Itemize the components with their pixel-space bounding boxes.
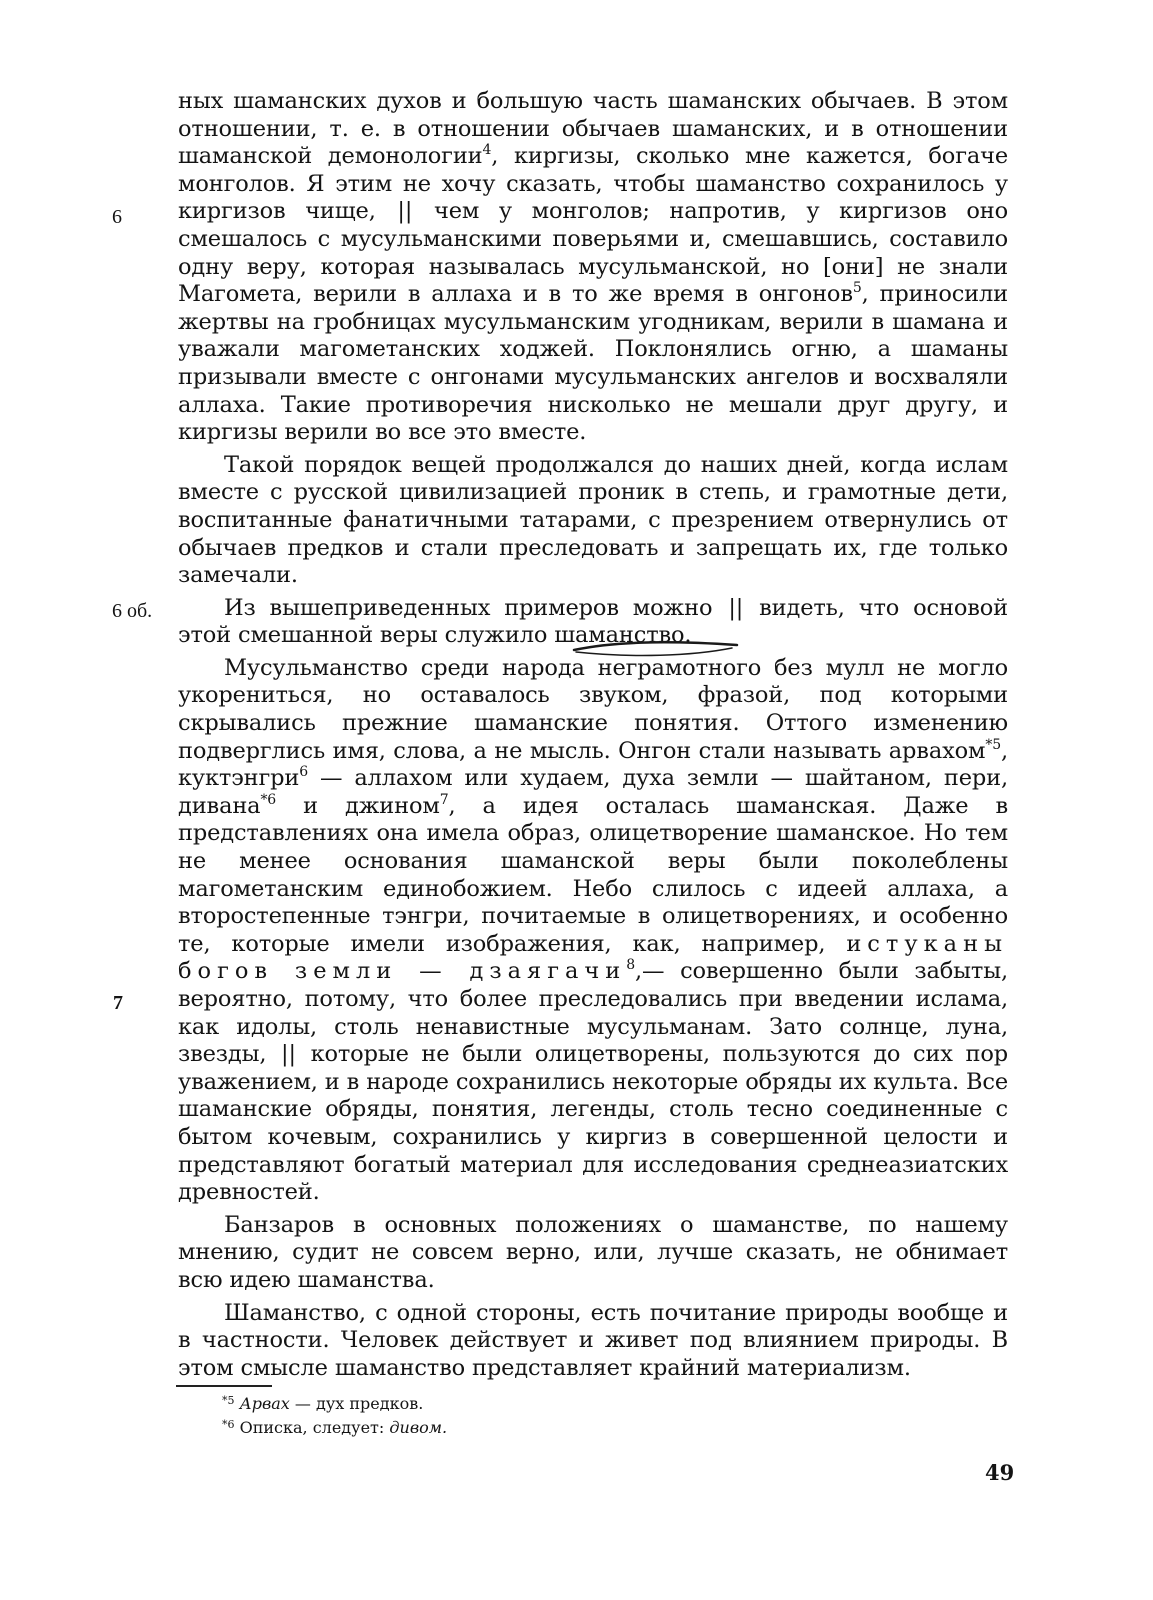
- margin-marker-6-ob: 6 об.: [112, 600, 153, 622]
- footnote-ref: 6: [299, 764, 309, 781]
- paragraph-1: ных шаманских духов и большую часть шаманских обычаев. В этом отношении, т. е. в отношении обычаев шаманских, и в отношении шаманской демонологии$^4$, киргизы, сколько мне кажется, богаче монголов. Я этим не хочу сказать, чтобы шаманство сохранилось у киргизов чище, || чем у монголов; напротив, у киргизов оно смешалось с мусульманскими поверьями и, смешавшись, составило одну веру, которая называлась мусульманской, но [они] не знали Магомета, верили в аллаха и в то же время в онгонов$^5$, приносили жертвы на гробницах мусульманским угодникам, верили в шамана и уважали магометанских ходжей. Поклонялись огню, а шаманы призывали вместе с онгонами мусульманских ангелов и восхваляли аллаха. Такие противоречия нисколько не мешали друг другу, и киргизы верили во все это вместе.: [178, 88, 1009, 446]
- paragraph-5: Банзаров в основных положениях о шаманстве, по нашему мнению, судит не совсем верно, или, лучше сказать, не обнимает всю идею шаманства.: [178, 1211, 1008, 1293]
- main-text-column: [178, 88, 1008, 1382]
- footnote-separator: [176, 1385, 272, 1387]
- footnote-ref: 5: [852, 280, 862, 297]
- page-break-marker: ||: [397, 198, 413, 225]
- spaced-emphasis: истуканы богов земли — дзаягачи: [178, 930, 1008, 985]
- footnote-ref: *5: [985, 736, 1001, 753]
- footnote-ref: 7: [439, 791, 449, 808]
- paragraph-2: Такой порядок вещей продолжался до наших дней, когда ислам вместе с русской цивилизацией проник в степь, и грамотные дети, воспитанные фанатичными татарами, с презрением отвернулись от обычаев предков и стали преследовать и запрещать их, где только замечали.: [178, 451, 1008, 589]
- page-number: 49: [985, 1460, 1015, 1485]
- footnote-1: $^{*5}$ Арвах — дух предков.: [222, 1394, 424, 1413]
- footnote-2: $^{*6}$ Описка, следует: дивом.: [222, 1418, 448, 1437]
- footnotes: [222, 1390, 447, 1438]
- page-break-marker: ||: [281, 1041, 296, 1068]
- paragraph-6: Шаманство, с одной стороны, есть почитание природы вообще и в частности. Человек действует и живет под влиянием природы. В этом смысле шаманство представляет крайний материализм.: [178, 1299, 1008, 1381]
- footnote-ref: *6: [260, 791, 277, 808]
- paragraph-4: Мусульманство среди народа неграмотного без мулл не могло укорениться, но оставалось звуком, фразой, под которыми скрывались прежние шаманские понятия. Оттого изменению подверглись имя, слова, а не мысль. Онгон стали называть арвахом$^{*5}$, куктэнгри$^6$ — аллахом или худаем, духа земли — шайтаном, пери, дивана$^{*6}$ и джином$^7$, а идея осталась шаманская. Даже в представлениях она имела образ, олицетворение шаманское. Но тем не менее основания шаманской веры были поколеблены магометанским единобожием. Небо слилось с идеей аллаха, а второстепенные тэнгри, почитаемые в олицетворениях, и особенно те, которые имели изображения, как, например, истуканы богов земли — дзаягачи$^8$,— совершенно были забыты, вероятно, потому, что более преследовались при введении ислама, как идолы, столь ненавистные мусульманам. Зато солнце, луна, звезды, || которые не были олицетворены, пользуются до сих пор уважением, и в народе сохранились некоторые обряды их культа. Все шаманские обряды, понятия, легенды, столь тесно соединенные с бытом кочевым, сохранились у киргиз в совершенной целости и представляют богатый материал для исследования среднеазиатских древностей.: [178, 654, 1009, 1206]
- footnote-ref: 8: [626, 957, 636, 974]
- margin-marker-6: 6: [112, 206, 122, 228]
- margin-marker-7: 7: [113, 992, 123, 1014]
- page-break-marker: ||: [728, 594, 744, 621]
- paragraph-3: Из вышеприведенных примеров можно || видеть, что основой этой смешанной веры служило шаманство.: [178, 594, 1008, 649]
- footnote-ref: 4: [482, 142, 492, 159]
